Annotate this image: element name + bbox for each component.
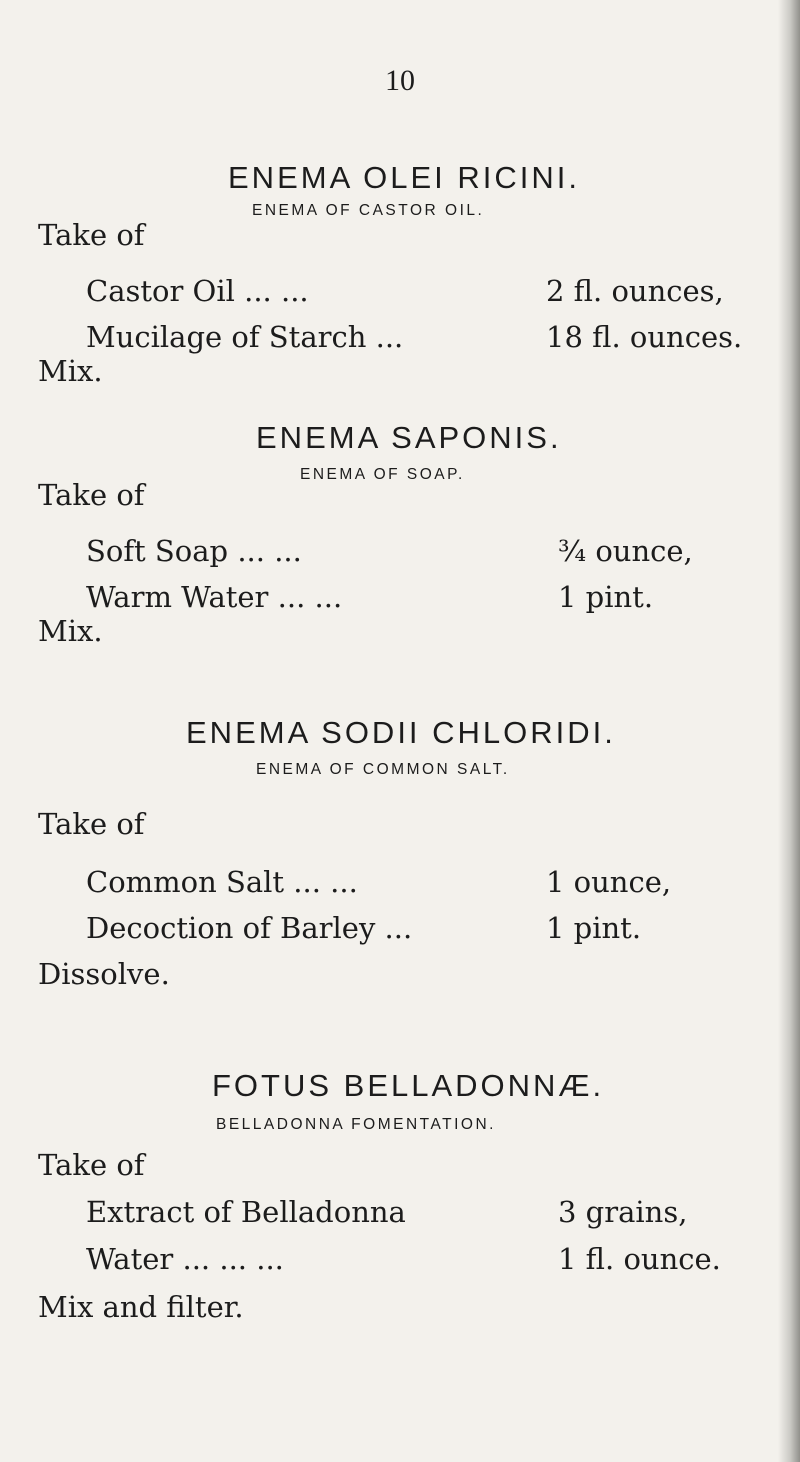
recipe-instruction: Mix. xyxy=(38,614,103,648)
recipe-intro: Take of xyxy=(38,218,145,252)
recipe-instruction: Mix and filter. xyxy=(38,1290,244,1324)
recipe-title: ENEMA SODII CHLORIDI. xyxy=(186,715,616,750)
recipe-intro: Take of xyxy=(38,1148,145,1182)
ingredient-quantity: 1 pint. xyxy=(558,580,654,614)
ingredient-quantity: 1 fl. ounce. xyxy=(558,1242,721,1276)
ingredient-name: Soft Soap ... ... xyxy=(86,534,302,568)
recipe-intro: Take of xyxy=(38,807,145,841)
recipe-instruction: Dissolve. xyxy=(38,957,170,991)
ingredient-name: Castor Oil ... ... xyxy=(86,274,309,308)
recipe-subtitle: BELLADONNA FOMENTATION. xyxy=(216,1116,496,1133)
ingredient-name: Warm Water ... ... xyxy=(86,580,343,614)
recipe-subtitle: ENEMA OF COMMON SALT. xyxy=(256,761,510,778)
ingredient-quantity: ¾ ounce, xyxy=(558,534,693,568)
ingredient-name: Mucilage of Starch ... xyxy=(86,320,404,354)
recipe-intro: Take of xyxy=(38,478,145,512)
recipe-subtitle: ENEMA OF CASTOR OIL. xyxy=(252,202,485,219)
ingredient-name: Common Salt ... ... xyxy=(86,865,358,899)
ingredient-quantity: 3 grains, xyxy=(558,1195,688,1229)
recipe-subtitle: ENEMA OF SOAP. xyxy=(300,466,465,483)
recipe-title: FOTUS BELLADONNÆ. xyxy=(212,1068,605,1103)
recipe-instruction: Mix. xyxy=(38,354,103,388)
ingredient-quantity: 18 fl. ounces. xyxy=(546,320,743,354)
page-edge-shadow xyxy=(778,0,800,1462)
ingredient-quantity: 2 fl. ounces, xyxy=(546,274,724,308)
ingredient-name: Decoction of Barley ... xyxy=(86,911,413,945)
ingredient-name: Extract of Belladonna xyxy=(86,1195,406,1229)
recipe-title: ENEMA OLEI RICINI. xyxy=(228,160,581,195)
recipe-title: ENEMA SAPONIS. xyxy=(256,420,562,455)
ingredient-quantity: 1 pint. xyxy=(546,911,642,945)
ingredient-quantity: 1 ounce, xyxy=(546,865,672,899)
page-number: 10 xyxy=(385,64,415,97)
ingredient-name: Water ... ... ... xyxy=(86,1242,284,1276)
